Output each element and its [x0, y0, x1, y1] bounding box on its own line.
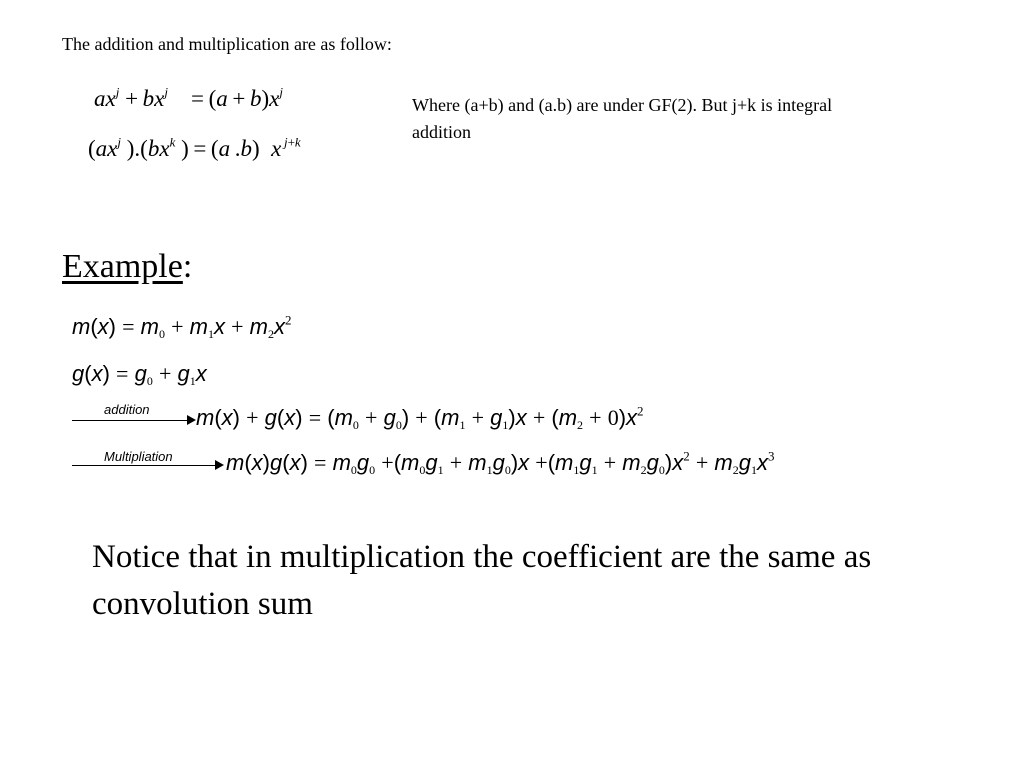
convolution-notice: Notice that in multiplication the coefficient are the same as convolution sum [92, 539, 872, 622]
example-heading-text: Example [62, 248, 183, 285]
gf2-note: Where (a+b) and (a.b) are under GF(2). But j+k is integral addition [412, 95, 833, 142]
g-polynomial-equation: $g(x) = g_0 + g_1x$ [72, 361, 207, 389]
addition-arrow-label: addition [104, 402, 150, 417]
example-colon: : [182, 248, 193, 285]
multiplication-result-equation: $m(x)g(x) = m_0g_0 +(m_0g_1 + m_1g_0)x +(m_1g_1 + m_2g_0)x^2 + m_2g_1x^3$ [226, 448, 775, 478]
example-heading [62, 248, 192, 286]
multiplication-arrow-icon [72, 465, 222, 466]
addition-arrow-icon [72, 420, 194, 421]
multiplication-arrow-label: Multipliation [104, 449, 173, 464]
intro-text: The addition and multiplication are as follow: [62, 34, 392, 54]
addition-result-equation: $m(x) + g(x) = (m_0 + g_0) + (m_1 + g_1)x + (m_2 + 0)x^2$ [196, 403, 644, 433]
addition-rule-equation: $ax^j + bx^j$ = $(a + b)x^j$ [94, 84, 283, 111]
m-polynomial-equation: $m(x) = m_0 + m_1x + m_2x^2$ [72, 312, 292, 342]
multiplication-rule-equation: ($ax^j$ )$.(bx^k$ ) = (a .b) x $^{j+k}$ [88, 134, 301, 161]
